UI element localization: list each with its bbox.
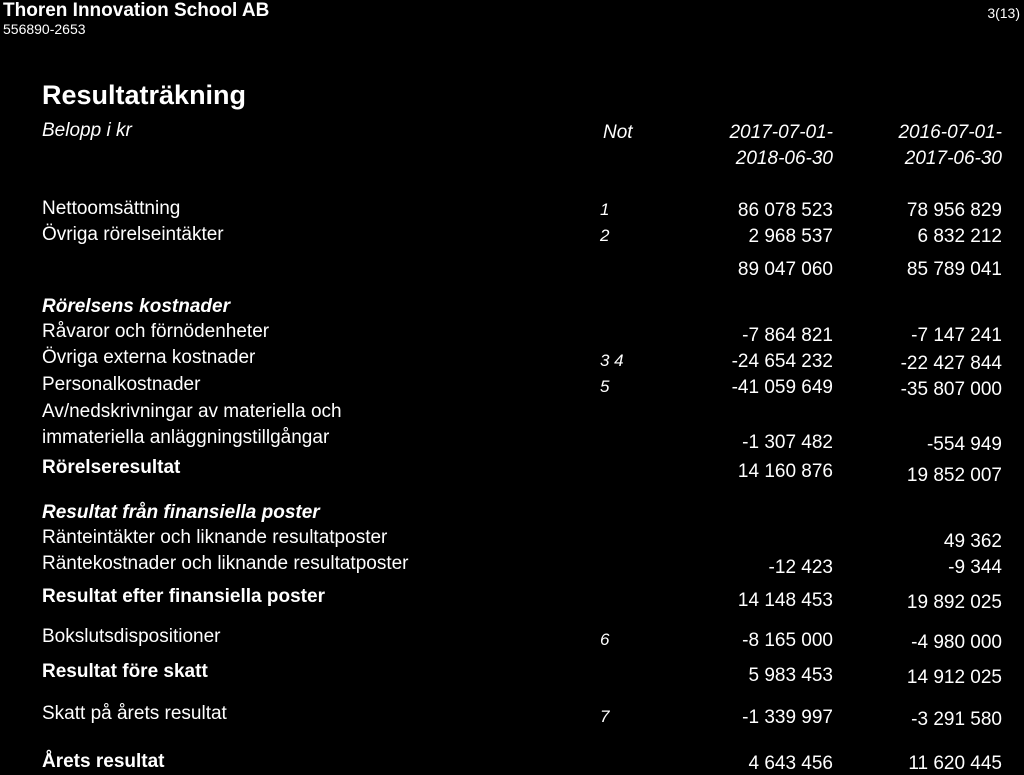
row-note: 7 — [600, 707, 610, 726]
row-value-current: -8 165 000 — [742, 630, 833, 651]
row-label-net-result: Årets resultat — [42, 751, 165, 772]
row-value-previous: 49 362 — [943, 531, 1002, 552]
org-number: 556890-2653 — [3, 21, 86, 37]
period2-header-line1: 2016-07-01- — [898, 122, 1002, 143]
row-value-previous: 19 892 025 — [906, 592, 1002, 613]
row-note: 6 — [600, 630, 610, 649]
page-title: Resultaträkning — [42, 80, 247, 110]
row-value-current: -24 654 232 — [731, 351, 833, 372]
row-label-result-after-financial: Resultat efter finansiella poster — [42, 586, 325, 607]
row-value-previous: 6 832 212 — [917, 226, 1002, 247]
row-value-current: 14 160 876 — [737, 461, 833, 482]
row-label-result-before-tax: Resultat före skatt — [42, 661, 208, 682]
row-value-previous: -3 291 580 — [911, 709, 1002, 730]
page-number: 3(13) — [987, 5, 1020, 21]
row-value-current: -41 059 649 — [731, 377, 833, 398]
period1-header-line1: 2017-07-01- — [729, 122, 833, 143]
row-value-current: -12 423 — [768, 557, 833, 578]
amount-unit-label: Belopp i kr — [42, 120, 132, 141]
row-label: Personalkostnader — [42, 374, 201, 395]
row-value-previous: 11 620 445 — [908, 753, 1002, 774]
subtotal-value-previous: 85 789 041 — [906, 259, 1002, 280]
row-value-current: 5 983 453 — [748, 665, 833, 686]
row-value-current: 2 968 537 — [748, 226, 833, 247]
row-value-current: -7 864 821 — [742, 325, 833, 346]
note-column-header: Not — [603, 122, 633, 143]
row-value-previous: -4 980 000 — [911, 632, 1002, 653]
row-value-current: -1 307 482 — [742, 432, 833, 453]
row-label: Ränteintäkter och liknande resultatposter — [42, 527, 388, 548]
row-value-current: 86 078 523 — [737, 200, 833, 221]
row-label-operating-result: Rörelseresultat — [42, 457, 181, 478]
row-label: Bokslutsdispositioner — [42, 626, 221, 647]
row-value-previous: -35 807 000 — [900, 379, 1002, 400]
row-label: Skatt på årets resultat — [42, 703, 227, 724]
row-value-previous: -554 949 — [926, 434, 1002, 455]
section-heading-financial-items: Resultat från finansiella poster — [42, 502, 320, 523]
period2-header-line2: 2017-06-30 — [904, 148, 1002, 169]
row-value-previous: -7 147 241 — [911, 325, 1002, 346]
row-label: Räntekostnader och liknande resultatposter — [42, 553, 409, 574]
subtotal-value-current: 89 047 060 — [737, 259, 833, 280]
period1-header-line2: 2018-06-30 — [735, 148, 833, 169]
row-value-current: 14 148 453 — [737, 590, 833, 611]
row-note: 3 4 — [600, 351, 624, 370]
row-label: Övriga rörelseintäkter — [42, 224, 224, 245]
row-label: Råvaror och förnödenheter — [42, 321, 270, 342]
row-label: immateriella anläggningstillgångar — [42, 427, 330, 448]
row-value-previous: 78 956 829 — [906, 200, 1002, 221]
row-label: Nettoomsättning — [42, 198, 181, 219]
row-note: 5 — [600, 377, 610, 396]
row-label: Av/nedskrivningar av materiella och — [42, 401, 342, 422]
company-name: Thoren Innovation School AB — [3, 0, 270, 21]
row-note: 1 — [600, 200, 610, 219]
row-note: 2 — [600, 226, 610, 245]
section-heading-operating-costs: Rörelsens kostnader — [42, 296, 230, 317]
row-value-current: -1 339 997 — [742, 707, 833, 728]
row-label: Övriga externa kostnader — [42, 347, 256, 368]
row-value-previous: 19 852 007 — [906, 465, 1002, 486]
row-value-previous: -9 344 — [948, 557, 1002, 578]
row-value-previous: 14 912 025 — [906, 667, 1002, 688]
row-value-current: 4 643 456 — [748, 753, 833, 774]
row-value-previous: -22 427 844 — [900, 353, 1002, 374]
